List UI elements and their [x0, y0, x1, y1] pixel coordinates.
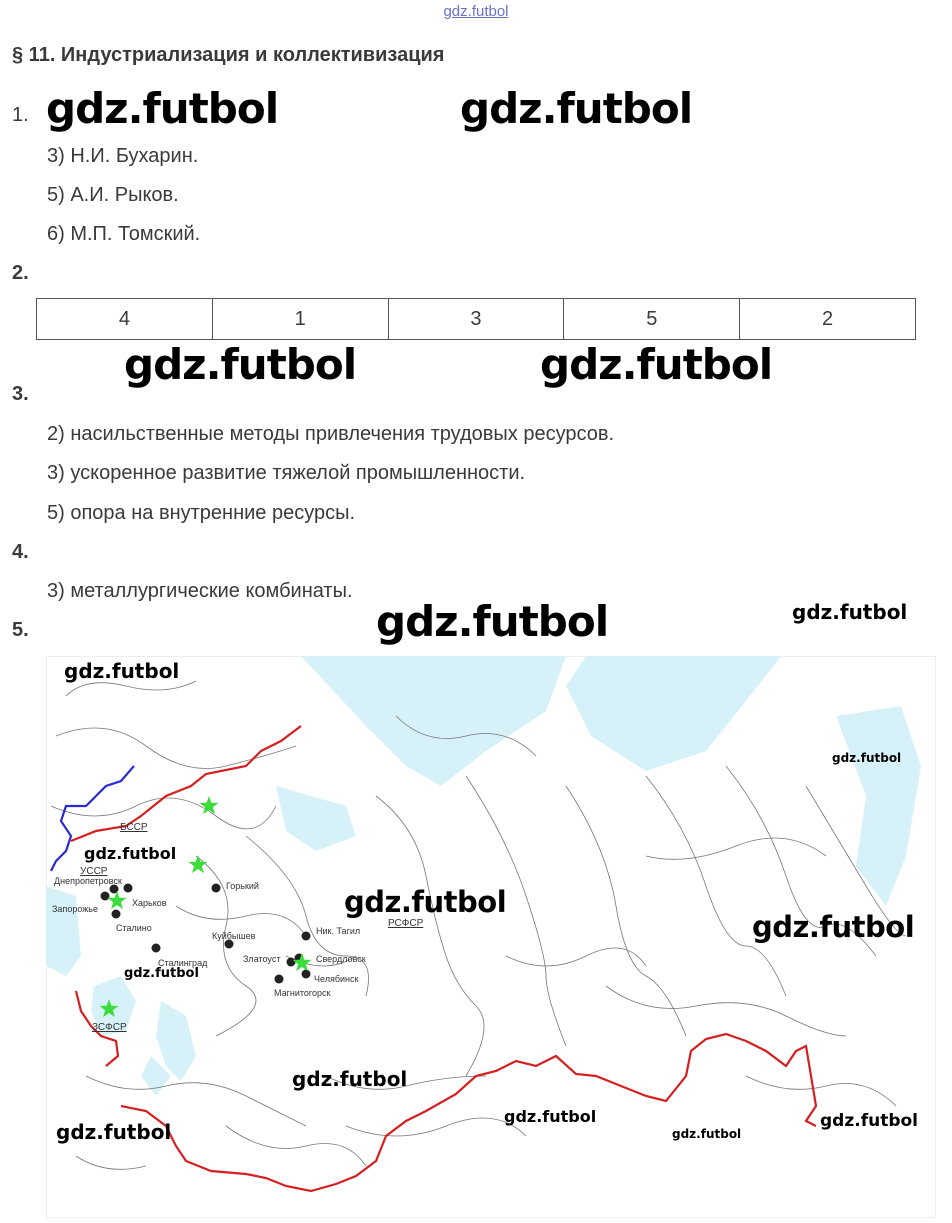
sequence-table [36, 298, 916, 340]
table-cell: 1 [212, 299, 388, 340]
watermark-text: gdz.futbol [56, 1120, 172, 1144]
city-label: Днепропетровск [54, 876, 122, 886]
table-cell: 4 [37, 299, 213, 340]
city-label: Запорожье [52, 904, 98, 914]
question-number-4: 4. [12, 541, 29, 563]
answer-3-3: 5) опора на внутренние ресурсы. [47, 502, 356, 524]
answer-1-2: 5) А.И. Рыков. [47, 184, 179, 206]
question-number-1: 1. [12, 104, 29, 126]
watermark-text: gdz.futbol [124, 966, 199, 981]
watermark-text: gdz.futbol [540, 340, 773, 389]
table-row [37, 299, 916, 340]
republic-label: ЗСФСР [92, 1022, 127, 1033]
question-number-5: 5. [12, 619, 29, 641]
watermark-text: gdz.futbol [752, 910, 915, 944]
city-label: Куйбышев [212, 931, 256, 941]
city-label: Челябинск [314, 974, 359, 984]
watermark-text: gdz.futbol [344, 885, 507, 919]
city-label: Свердловск [316, 954, 366, 964]
table-cell: 5 [564, 299, 740, 340]
answer-3-2: 3) ускоренное развитие тяжелой промышленности. [47, 462, 526, 484]
republic-label: РСФСР [388, 918, 424, 929]
watermark-text: gdz.futbol [460, 84, 693, 133]
watermark-text: gdz.futbol [46, 84, 279, 133]
watermark-text: gdz.futbol [820, 1111, 918, 1131]
table-cell: 3 [388, 299, 564, 340]
watermark-text: gdz.futbol [832, 751, 902, 765]
city-label: Горький [226, 881, 259, 891]
watermark-text: gdz.futbol [292, 1067, 408, 1091]
city-label: Сталино [116, 923, 152, 933]
republic-label: УССР [80, 866, 108, 877]
city-label: Харьков [132, 898, 167, 908]
city-label: Ник. Тагил [316, 926, 361, 936]
watermark-text: gdz.futbol [84, 844, 177, 863]
watermark-text: gdz.futbol [376, 597, 609, 646]
answer-1-1: 3) Н.И. Бухарин. [47, 145, 199, 167]
answer-3-1: 2) насильственные методы привлечения трудовых ресурсов. [47, 423, 615, 445]
republic-label: БССР [120, 822, 148, 833]
question-number-3: 3. [12, 383, 29, 405]
answer-4-1: 3) металлургические комбинаты. [47, 580, 353, 602]
top-watermark[interactable]: gdz.futbol [443, 3, 509, 20]
watermark-text: gdz.futbol [504, 1107, 597, 1126]
page-title: § 11. Индустриализация и коллективизация [12, 44, 445, 66]
city-label: Сталинград [158, 958, 208, 968]
city-label: Магнитогорск [274, 988, 331, 998]
watermark-text: gdz.futbol [792, 600, 908, 624]
watermark-text: gdz.futbol [124, 340, 357, 389]
answer-1-3: 6) М.П. Томский. [47, 223, 201, 245]
city-label: Златоуст [243, 954, 281, 964]
question-number-2: 2. [12, 262, 29, 284]
watermark-text: gdz.futbol [672, 1127, 742, 1141]
watermark-text: gdz.futbol [64, 659, 180, 683]
table-cell: 2 [740, 299, 916, 340]
